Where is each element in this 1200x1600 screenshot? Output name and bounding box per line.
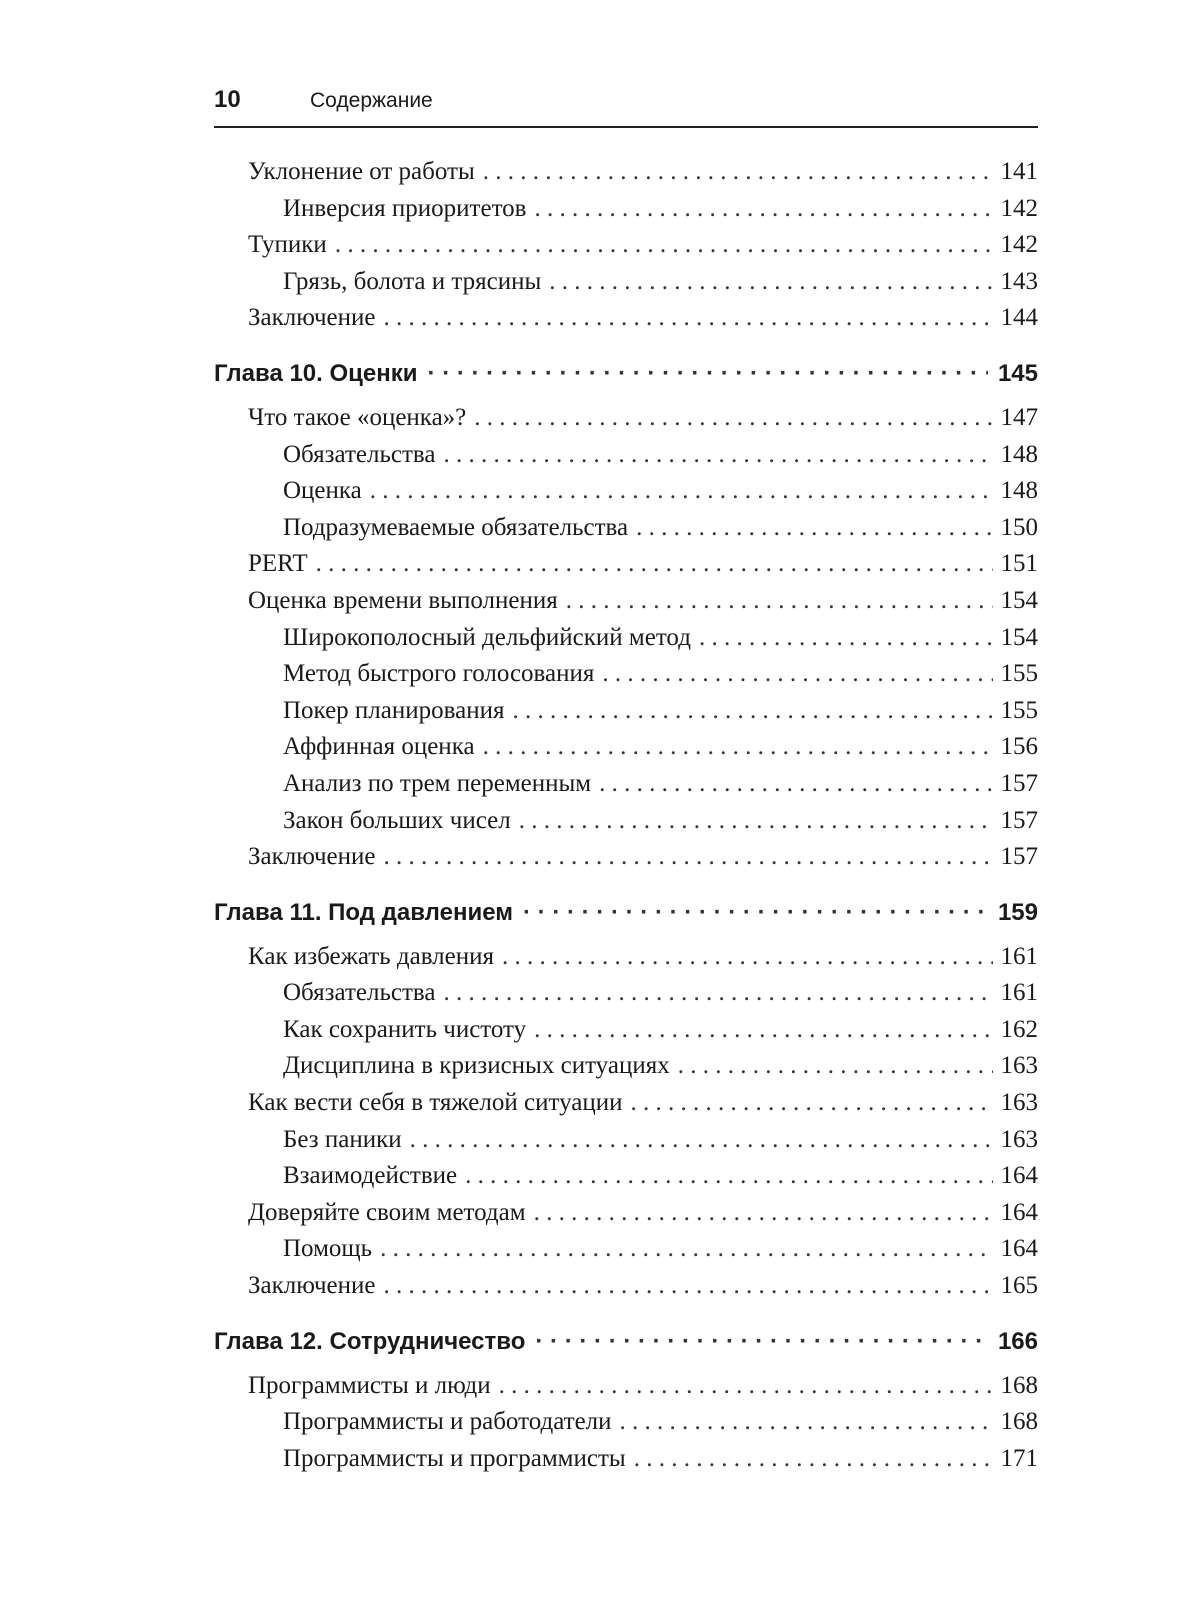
toc-entry: [214, 1089, 1038, 1126]
toc-entry-title: Как вести себя в тяжелой ситуации: [248, 1089, 623, 1117]
toc-entry-title: Как избежать давления: [248, 942, 494, 970]
toc-entry: [214, 807, 1038, 844]
running-head: [214, 86, 1038, 128]
toc-entry-title: Оценка: [283, 477, 362, 505]
dot-leader: [519, 807, 993, 835]
toc-entry-title: Заключение: [248, 843, 376, 871]
toc-entry: [214, 979, 1038, 1016]
toc-entry-title: Взаимодействие: [283, 1162, 458, 1190]
toc-entry-page: 150: [1000, 513, 1038, 541]
toc-entry-title: Программисты и работодатели: [283, 1408, 612, 1436]
dot-leader: [602, 660, 992, 688]
dot-leader: [534, 195, 992, 223]
toc-entry-page: 168: [1000, 1408, 1038, 1436]
dot-leader: [384, 843, 993, 871]
toc-entry: [214, 733, 1038, 770]
toc-entry-page: 143: [1000, 267, 1038, 295]
toc-entry-title: Программисты и люди: [248, 1371, 491, 1399]
toc-entry: [214, 1235, 1038, 1272]
toc-entry-page: 157: [1000, 806, 1038, 834]
toc-entry-page: 147: [1000, 403, 1038, 431]
toc-entry: [214, 1372, 1038, 1409]
toc-entry-title: Помощь: [283, 1235, 373, 1263]
dot-leader: [483, 733, 993, 761]
toc-entry-page: 156: [1000, 733, 1038, 761]
toc-entry: [214, 158, 1038, 195]
toc-entry-title: Программисты и программисты: [283, 1444, 626, 1472]
toc-entry-title: Глава 10. Оценки: [214, 359, 418, 387]
toc-entry-page: 151: [1000, 550, 1038, 578]
toc-entry-page: 162: [1000, 1015, 1038, 1043]
toc-entry-page: 154: [1000, 586, 1038, 614]
toc-entry: [214, 550, 1038, 587]
toc-entry-page: 157: [1000, 769, 1038, 797]
table-of-contents: [214, 158, 1038, 1481]
dot-leader: [535, 1328, 988, 1356]
toc-entry: [214, 697, 1038, 734]
toc-entry: [214, 1126, 1038, 1163]
toc-entry-page: 164: [1000, 1235, 1038, 1263]
toc-entry: [214, 231, 1038, 268]
toc-entry-page: 157: [1000, 843, 1038, 871]
dot-leader: [549, 268, 992, 296]
toc-entry: [214, 1408, 1038, 1445]
section-title: Содержание: [310, 89, 433, 112]
toc-entry: [214, 1052, 1038, 1089]
toc-entry-title: Обязательства: [283, 440, 436, 468]
toc-entry-page: 161: [1000, 979, 1038, 1007]
dot-leader: [678, 1052, 993, 1080]
toc-entry-page: 164: [1000, 1198, 1038, 1226]
toc-entry: [214, 1445, 1038, 1482]
toc-entry-title: Уклонение от работы: [248, 158, 475, 185]
dot-leader: [474, 404, 992, 432]
toc-entry-page: 166: [997, 1327, 1038, 1355]
toc-entry-title: Аффинная оценка: [283, 733, 475, 761]
toc-entry-title: Дисциплина в кризисных ситуациях: [283, 1052, 670, 1080]
toc-entry-page: 164: [1000, 1162, 1038, 1190]
toc-entry: [214, 268, 1038, 305]
toc-entry: [214, 943, 1038, 980]
toc-entry-title: Закон больших чисел: [283, 806, 511, 834]
toc-entry-page: 168: [1000, 1371, 1038, 1399]
dot-leader: [534, 1199, 993, 1227]
dot-leader: [499, 1372, 993, 1400]
toc-entry: [214, 1199, 1038, 1236]
book-page: [214, 86, 1038, 1481]
toc-entry-page: 145: [997, 359, 1038, 387]
dot-leader: [566, 587, 993, 615]
dot-leader: [699, 624, 993, 652]
toc-entry-title: Заключение: [248, 304, 376, 332]
toc-entry-title: Обязательства: [283, 979, 436, 1007]
toc-entry-page: 155: [1000, 660, 1038, 688]
toc-entry-title: Подразумеваемые обязательства: [283, 513, 629, 541]
toc-entry-page: 159: [997, 898, 1038, 926]
toc-entry-title: Оценка времени выполнения: [248, 586, 558, 614]
toc-entry-title: Без паники: [283, 1125, 402, 1153]
dot-leader: [443, 441, 992, 469]
toc-chapter-entry: [214, 1328, 1038, 1370]
toc-entry-title: Как сохранить чистоту: [283, 1015, 527, 1043]
toc-entry-page: 163: [1000, 1052, 1038, 1080]
toc-entry-page: 163: [1000, 1089, 1038, 1117]
toc-entry-page: 148: [1000, 440, 1038, 468]
dot-leader: [335, 231, 993, 259]
toc-entry: [214, 587, 1038, 624]
dot-leader: [465, 1162, 992, 1190]
dot-leader: [502, 943, 993, 971]
toc-entry-title: Инверсия приоритетов: [283, 194, 527, 222]
toc-entry-title: Тупики: [248, 231, 327, 259]
toc-entry-title: PERT: [248, 550, 308, 578]
toc-entry-title: Глава 11. Под давлением: [214, 898, 513, 926]
dot-leader: [523, 899, 988, 927]
toc-entry: [214, 514, 1038, 551]
toc-entry-page: 165: [1000, 1272, 1038, 1300]
toc-entry: [214, 441, 1038, 478]
dot-leader: [620, 1408, 993, 1436]
toc-entry: [214, 1162, 1038, 1199]
toc-entry-title: Грязь, болота и трясины: [283, 267, 542, 295]
toc-entry: [214, 843, 1038, 880]
toc-entry-page: 154: [1000, 623, 1038, 651]
toc-entry-page: 144: [1000, 304, 1038, 332]
toc-entry: [214, 404, 1038, 441]
dot-leader: [630, 1089, 992, 1117]
page-number: 10: [214, 86, 241, 113]
toc-entry: [214, 477, 1038, 514]
toc-entry-page: 148: [1000, 477, 1038, 505]
dot-leader: [636, 514, 992, 542]
dot-leader: [634, 1445, 993, 1473]
toc-entry-page: 142: [1000, 194, 1038, 222]
dot-leader: [370, 477, 993, 505]
toc-entry: [214, 195, 1038, 232]
toc-entry: [214, 1272, 1038, 1309]
dot-leader: [316, 550, 993, 578]
dot-leader: [428, 360, 988, 388]
dot-leader: [443, 979, 992, 1007]
toc-entry-page: 155: [1000, 696, 1038, 724]
toc-entry-title: Метод быстрого голосования: [283, 660, 595, 688]
toc-entry-title: Что такое «оценка»?: [248, 403, 467, 431]
dot-leader: [380, 1235, 992, 1263]
toc-entry-page: 142: [1000, 231, 1038, 259]
toc-chapter-entry: [214, 899, 1038, 941]
toc-entry-title: Широкополосный дельфийский метод: [283, 623, 691, 651]
toc-entry-title: Анализ по трем переменным: [283, 769, 592, 797]
toc-entry: [214, 660, 1038, 697]
dot-leader: [512, 697, 992, 725]
toc-entry: [214, 1016, 1038, 1053]
toc-entry-title: Заключение: [248, 1272, 376, 1300]
dot-leader: [599, 770, 992, 798]
toc-entry-title: Глава 12. Сотрудничество: [214, 1327, 526, 1355]
toc-entry-page: 163: [1000, 1125, 1038, 1153]
dot-leader: [483, 158, 993, 186]
toc-entry-title: Покер планирования: [283, 696, 505, 724]
dot-leader: [410, 1126, 993, 1154]
toc-entry-page: 161: [1000, 942, 1038, 970]
toc-chapter-entry: [214, 360, 1038, 402]
dot-leader: [384, 304, 993, 332]
toc-entry-page: 171: [1000, 1444, 1038, 1472]
toc-entry-page: 141: [1000, 158, 1038, 185]
dot-leader: [534, 1016, 992, 1044]
toc-entry-title: Доверяйте своим методам: [248, 1198, 526, 1226]
toc-entry: [214, 770, 1038, 807]
toc-entry: [214, 304, 1038, 341]
dot-leader: [384, 1272, 993, 1300]
toc-entry: [214, 624, 1038, 661]
